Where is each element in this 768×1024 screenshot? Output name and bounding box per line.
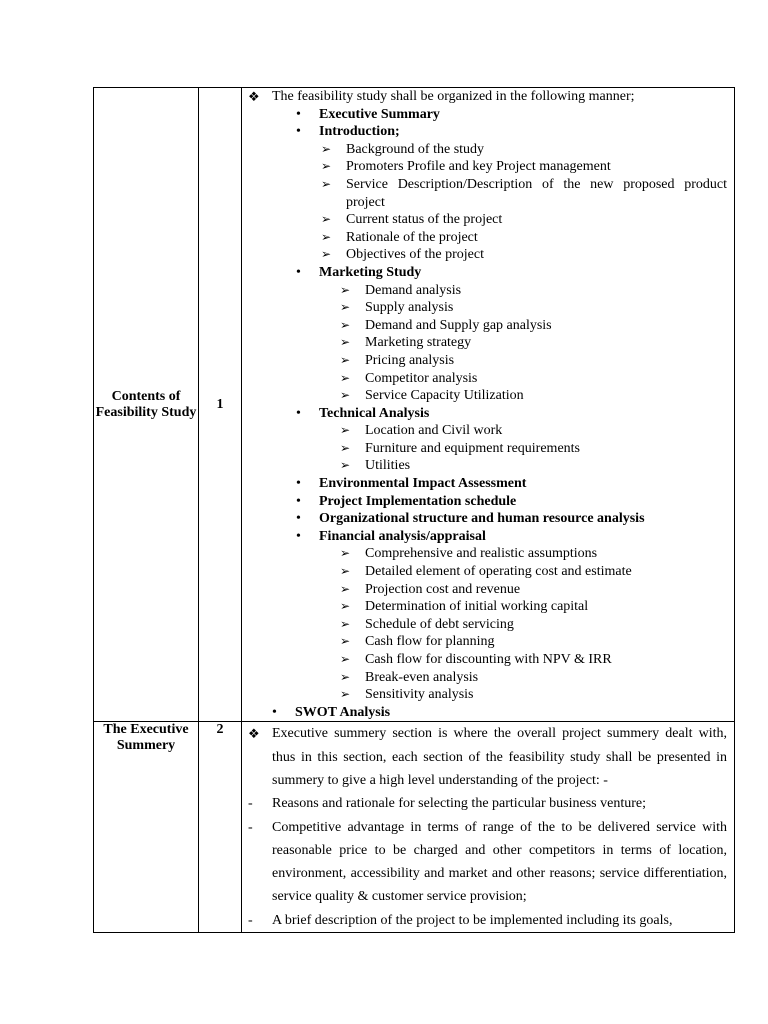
- diamond-bullet-icon: ❖: [248, 726, 260, 742]
- row-title: The Executive Summery: [103, 722, 189, 754]
- arrow-item: ➢ Break-even analysis: [248, 669, 727, 687]
- bullet-item: • Organizational structure and human resource analysis: [248, 510, 727, 528]
- arrow-item: ➢ Determination of initial working capital: [248, 598, 727, 616]
- row-number: 2: [216, 722, 224, 738]
- bullet-item: • Environmental Impact Assessment: [248, 475, 727, 493]
- arrow-item: ➢ Furniture and equipment requirements: [248, 440, 727, 458]
- row-number-cell: [199, 88, 242, 722]
- arrow-item: ➢ Cash flow for planning: [248, 633, 727, 651]
- bullet-item: • Introduction;: [248, 123, 727, 141]
- bullet-item: • Project Implementation schedule: [248, 493, 727, 511]
- arrow-item: ➢ Service Capacity Utilization: [248, 387, 727, 405]
- table-row: [94, 722, 735, 933]
- intro-text: Executive summery section is where the overall project summery dealt with, thus in this section, each section of the feasibility study shall be presented in summery to give a high level understanding of the project: -: [272, 726, 727, 788]
- arrow-item: ➢ Comprehensive and realistic assumptions: [248, 545, 727, 563]
- arrow-item: ➢ Utilities: [248, 457, 727, 475]
- row-title-cell: [94, 88, 199, 722]
- bullet-item: • Executive Summary: [248, 106, 727, 124]
- diamond-bullet-icon: ❖: [248, 89, 260, 104]
- arrow-item: ➢ Sensitivity analysis: [248, 686, 727, 704]
- feasibility-table: [93, 87, 735, 933]
- intro-line: [248, 722, 727, 792]
- bullet-item: • Marketing Study: [248, 264, 727, 282]
- row-content-cell: [242, 88, 735, 722]
- intro-text: The feasibility study shall be organized in the following manner;: [272, 89, 635, 104]
- row-title-cell: [94, 722, 199, 933]
- arrow-item: ➢ Demand and Supply gap analysis: [248, 317, 727, 335]
- arrow-item: ➢ Marketing strategy: [248, 334, 727, 352]
- content-list: [242, 722, 734, 932]
- arrow-item: ➢ Pricing analysis: [248, 352, 727, 370]
- arrow-item: ➢ Service Description/Description of the new proposed product project: [248, 176, 727, 211]
- bullet-item: • Financial analysis/appraisal: [248, 528, 727, 546]
- arrow-item: ➢ Location and Civil work: [248, 422, 727, 440]
- dash-list-item: - Competitive advantage in terms of range of the to be delivered service with reasonable price to be charged and other competitors in terms of location, environment, accessibility and market and other reasons; service differentiation, service quality & customer service provision;: [248, 816, 727, 909]
- dash-list-item: - A brief description of the project to be implemented including its goals,: [248, 909, 727, 932]
- arrow-item: ➢ Cash flow for discounting with NPV & IRR: [248, 651, 727, 669]
- arrow-item: ➢ Demand analysis: [248, 282, 727, 300]
- arrow-item: ➢ Objectives of the project: [248, 246, 727, 264]
- arrow-item: ➢ Background of the study: [248, 141, 727, 159]
- row-number: 1: [216, 396, 224, 412]
- arrow-item: ➢ Supply analysis: [248, 299, 727, 317]
- row-content-cell: [242, 722, 735, 933]
- table-row: [94, 88, 735, 722]
- content-list: [242, 88, 734, 721]
- bullet-item: • Technical Analysis: [248, 405, 727, 423]
- arrow-item: ➢ Projection cost and revenue: [248, 581, 727, 599]
- arrow-item: ➢ Detailed element of operating cost and estimate: [248, 563, 727, 581]
- bullet-item: • SWOT Analysis: [248, 704, 727, 722]
- arrow-item: ➢ Schedule of debt servicing: [248, 616, 727, 634]
- dash-list-item: - Reasons and rationale for selecting the particular business venture;: [248, 792, 727, 815]
- arrow-item: ➢ Promoters Profile and key Project management: [248, 158, 727, 176]
- arrow-item: ➢ Competitor analysis: [248, 370, 727, 388]
- row-number-cell: [199, 722, 242, 933]
- row-title: Contents of Feasibility Study: [95, 388, 197, 420]
- intro-line: [248, 88, 727, 106]
- arrow-item: ➢ Current status of the project: [248, 211, 727, 229]
- arrow-item: ➢ Rationale of the project: [248, 229, 727, 247]
